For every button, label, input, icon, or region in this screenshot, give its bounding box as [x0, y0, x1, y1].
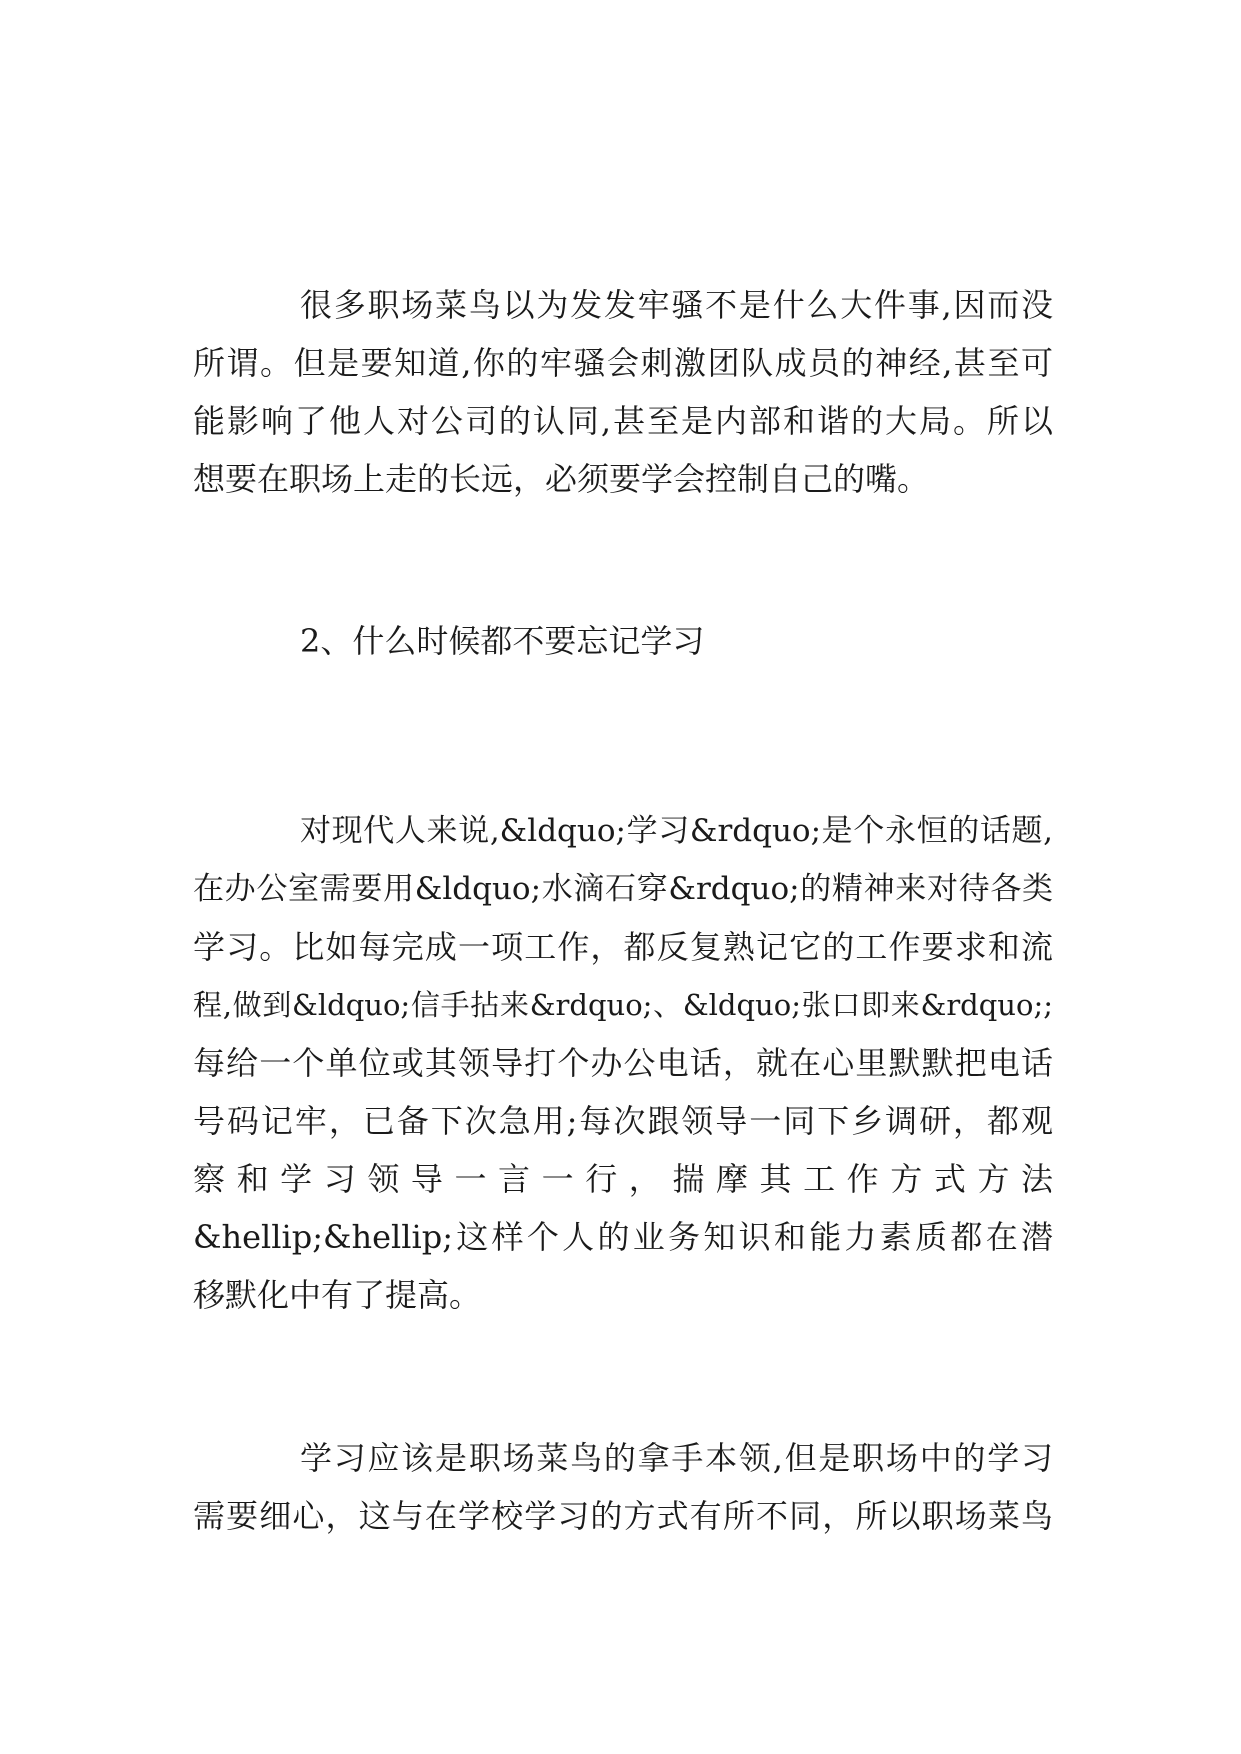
paragraph-1-line-4: 想要在职场上走的长远，必须要学会控制自己的嘴。 — [193, 460, 930, 498]
paragraph-3-line-4: 程,做到&ldquo;信手拈来&rdquo;、&ldquo;张口即来&rdquo;; — [193, 988, 1053, 1022]
paragraph-3-line-6: 号码记牢，已备下次急用;每次跟领导一同下乡调研，都观 — [193, 1102, 1053, 1140]
paragraph-4-line-1: 学习应该是职场菜鸟的拿手本领,但是职场中的学习 — [300, 1439, 1053, 1477]
paragraph-3-line-7: 察和学习领导一言一行，揣摩其工作方式方法 — [193, 1160, 1053, 1198]
paragraph-3-line-5: 每给一个单位或其领导打个办公电话，就在心里默默把电话 — [193, 1044, 1053, 1082]
paragraph-1-line-2: 所谓。但是要知道,你的牢骚会刺激团队成员的神经,甚至可 — [193, 344, 1053, 382]
section-heading: 2、什么时候都不要忘记学习 — [300, 622, 705, 660]
paragraph-4-line-2: 需要细心，这与在学校学习的方式有所不同，所以职场菜鸟 — [193, 1497, 1053, 1535]
paragraph-3-line-9: 移默化中有了提高。 — [193, 1276, 482, 1314]
paragraph-1-line-3: 能影响了他人对公司的认同,甚至是内部和谐的大局。所以 — [193, 402, 1053, 440]
paragraph-1-line-1: 很多职场菜鸟以为发发牢骚不是什么大件事,因而没 — [300, 286, 1053, 324]
paragraph-3-line-8: &hellip;&hellip;这样个人的业务知识和能力素质都在潜 — [193, 1218, 1053, 1256]
paragraph-3-line-2: 在办公室需要用&ldquo;水滴石穿&rdquo;的精神来对待各类 — [193, 871, 1053, 907]
paragraph-3-line-3: 学习。比如每完成一项工作，都反复熟记它的工作要求和流 — [193, 928, 1053, 966]
paragraph-3-line-1: 对现代人来说,&ldquo;学习&rdquo;是个永恒的话题, — [300, 813, 1053, 849]
